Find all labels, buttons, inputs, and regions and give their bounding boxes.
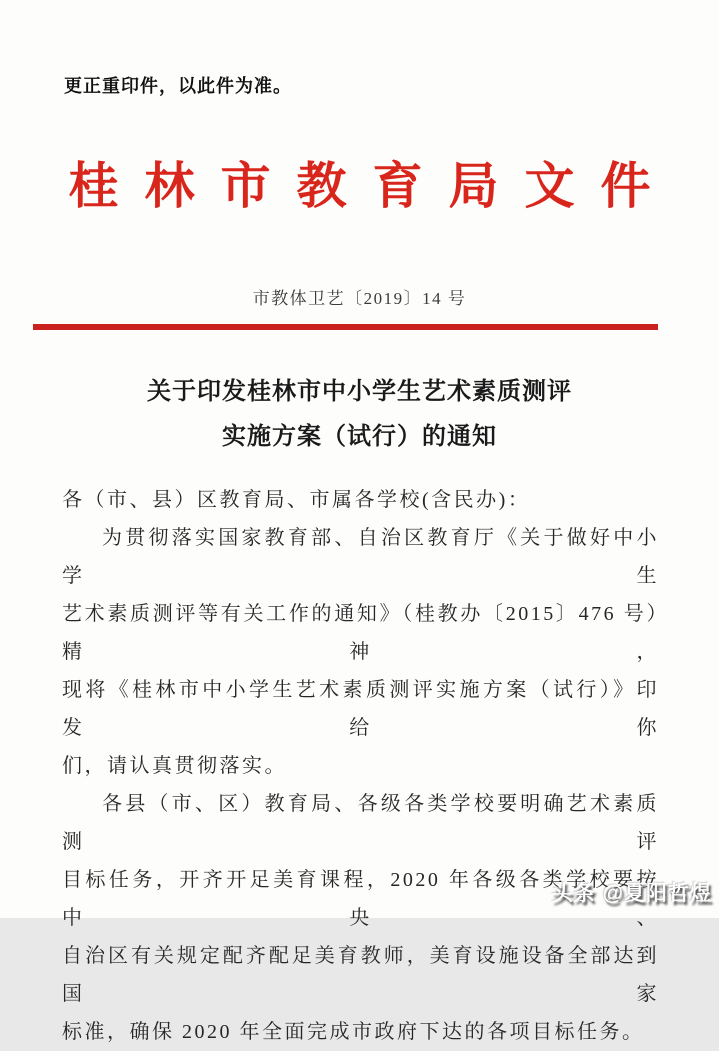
body-line: 标准，确保 2020 年全面完成市政府下达的各项目标任务。	[62, 1021, 645, 1043]
red-divider-rule	[33, 324, 658, 330]
notice-title-line1: 关于印发桂林市中小学生艺术素质测评	[147, 379, 572, 405]
document-body	[62, 481, 659, 1051]
body-line: 目标任务，开齐开足美育课程，2020 年各级各类学校要按中央、	[62, 869, 659, 929]
correction-note: 更正重印件，以此件为准。	[64, 76, 292, 96]
salutation-line: 各（市、县）区教育局、市属各学校(含民办)：	[62, 489, 531, 511]
document-number: 市教体卫艺〔2019〕14 号	[252, 289, 467, 308]
body-line: 现将《桂林市中小学生艺术素质测评实施方案（试行）》印发给你	[62, 679, 659, 739]
notice-title	[0, 370, 719, 460]
body-line: 各县（市、区）教育局、各级各类学校要明确艺术素质测评	[62, 793, 659, 853]
body-line: 艺术素质测评等有关工作的通知》（桂教办〔2015〕476 号）精神，	[62, 603, 659, 663]
toutiao-watermark: 头条 @夏阳哲煜	[551, 882, 712, 905]
body-line: 为贯彻落实国家教育部、自治区教育厅《关于做好中小学生	[62, 527, 659, 587]
agency-letterhead-title: 桂林市教育局文件	[68, 158, 677, 214]
body-line: 们，请认真贯彻落实。	[62, 755, 287, 777]
body-line: 自治区有关规定配齐配足美育教师，美育设施设备全部达到国家	[62, 945, 659, 1005]
notice-title-line2: 实施方案（试行）的通知	[222, 424, 497, 450]
